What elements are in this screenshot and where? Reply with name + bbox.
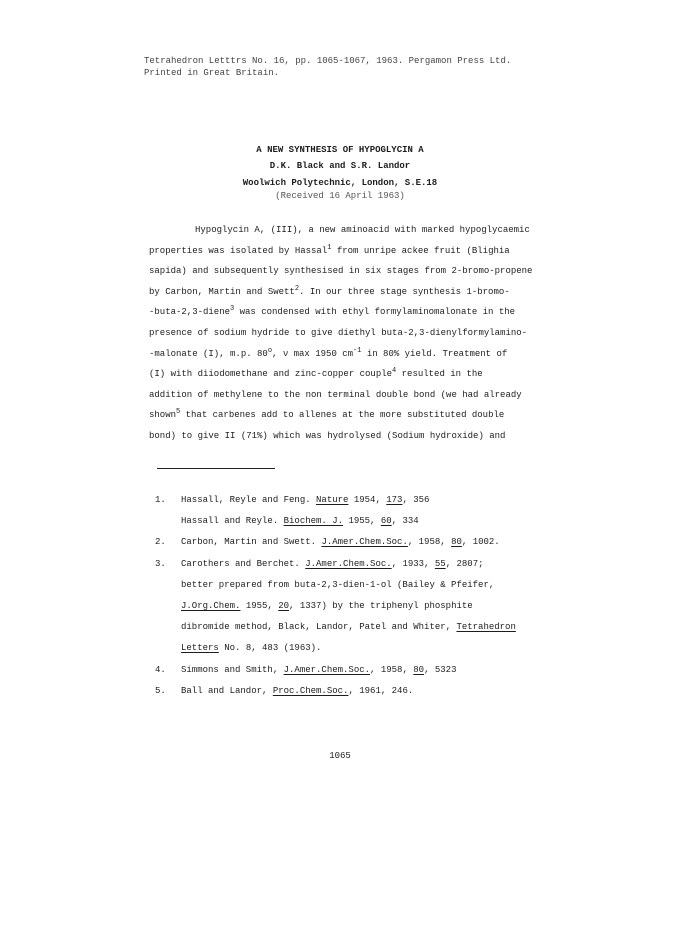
reference-volume: 20 [278, 600, 290, 611]
reference-number: 3. [155, 558, 166, 569]
reference-year: , 1961, 246. [348, 685, 414, 696]
reference-year: , 1958, [370, 664, 414, 675]
reference-number: 5. [155, 685, 166, 696]
reference-number: 1. [155, 495, 166, 505]
reference-text [181, 617, 516, 638]
reference-volume: 55 [434, 558, 446, 569]
reference-volume: 60 [380, 516, 392, 527]
body-text-span: -malonate (I), m.p. 80 [149, 348, 268, 359]
reference-pages: , 356 [402, 495, 430, 505]
body-line [149, 302, 549, 323]
body-text-span: . In our three stage synthesis 1-bromo- [299, 286, 510, 297]
reference-pages: , 1002. [461, 537, 500, 548]
body-text-span: shown [149, 410, 177, 421]
body-text-span: from unripe ackee fruit (Blighia [331, 245, 510, 256]
reference-journal: Tetrahedron [456, 622, 516, 633]
body-text-span: sapida) and subsequently synthesised in six stages from 2-bromo-propene [149, 266, 533, 277]
reference-journal: Biochem. J. [283, 516, 344, 527]
reference-volume: 80 [451, 537, 462, 548]
body-line [149, 261, 549, 282]
body-text-span: bond) to give II (71%) which was hydrolysed (Sodium hydroxide) and [149, 430, 506, 441]
journal-header [144, 56, 511, 80]
reference-authors: Carothers and Berchet. [181, 558, 306, 569]
reference-year: , 1933, [391, 558, 435, 569]
reference-authors: dibromide method, Black, Landor, Patel and Whiter, [181, 622, 457, 633]
body-line [149, 426, 549, 447]
reference-journal: J.Amer.Chem.Soc. [321, 537, 408, 548]
body-text-span: was condensed with ethyl formylaminomalonate in the [234, 307, 516, 318]
reference-journal: J.Amer.Chem.Soc. [305, 558, 392, 569]
body-text-span: presence of sodium hydride to give diethyl buta-2,3-dienylformylamino- [149, 327, 528, 338]
journal-citation-line: Tetrahedron Letttrs No. 16, pp. 1065-1067, 1963. Pergamon Press Ltd. [144, 56, 512, 66]
reference-pages: , 334 [391, 516, 419, 527]
reference-year: 1955, [240, 600, 279, 611]
reference-authors: Simmons and Smith, [181, 664, 284, 675]
article-affiliation: Woolwich Polytechnic, London, S.E.18 [242, 178, 438, 188]
reference-text [181, 638, 321, 659]
body-text-span: Hypoglycin A, (III), a new aminoacid with marked hypoglycaemic [195, 225, 530, 235]
reference-journal: Letters [181, 643, 219, 654]
reference-pages: , 5323 [424, 664, 457, 675]
reference-volume: 173 [386, 495, 403, 505]
reference-year: , 1958, [407, 537, 452, 548]
body-line [149, 364, 549, 385]
reference-text [181, 511, 419, 532]
reference-text [181, 660, 456, 681]
reference-text [181, 575, 494, 596]
reference-journal: Nature [316, 495, 349, 505]
reference-authors: Carbon, Martin and Swett. [181, 537, 322, 548]
reference-text [181, 596, 473, 617]
body-line [149, 344, 549, 365]
reference-text [181, 490, 429, 511]
body-text-span: -buta-2,3-diene [149, 307, 231, 318]
reference-year: No. 8, 483 (1963). [218, 643, 322, 654]
body-text-span: resulted in the [396, 369, 483, 380]
received-date: (Received 16 April 1963) [275, 191, 405, 201]
article-title: A NEW SYNTHESIS OF HYPOGLYCIN A [256, 145, 424, 155]
body-text-span: addition of methylene to the non terminal double bond (we had already [149, 389, 522, 400]
reference-pages: , 2807; [445, 558, 484, 569]
reference-year: 1955, [343, 516, 381, 527]
reference-number: 2. [155, 537, 166, 548]
reference-journal: Proc.Chem.Soc. [272, 685, 349, 696]
reference-authors: Hassall and Reyle. [181, 516, 284, 527]
reference-authors: Ball and Landor, [181, 685, 273, 696]
body-line [149, 282, 549, 303]
body-text [149, 220, 549, 447]
footnote-divider [157, 468, 275, 469]
reference-text [181, 681, 413, 702]
reference-superscript: 5 [176, 408, 181, 417]
reference-superscript: 1 [327, 243, 332, 252]
body-line [149, 405, 549, 426]
degree-superscript: o [267, 346, 273, 355]
article-authors: D.K. Black and S.R. Landor [269, 161, 411, 171]
reference-authors: better prepared from buta-2,3-dien-1-ol (Bailey & Pfeifer, [181, 579, 495, 590]
body-line [149, 241, 549, 262]
printed-in-line: Printed in Great Britain. [144, 68, 280, 78]
body-line [149, 323, 549, 344]
page-number: 1065 [329, 751, 351, 761]
reference-pages: , 1337) by the triphenyl phosphite [289, 600, 473, 611]
body-text-span: , ν max 1950 cm [272, 348, 354, 359]
reference-superscript: 3 [230, 305, 235, 314]
body-line [149, 220, 549, 241]
reference-year: 1954, [348, 495, 387, 505]
reference-superscript: 4 [392, 367, 397, 376]
body-text-span: by Carbon, Martin and Swett [149, 286, 295, 297]
reference-number: 4. [155, 664, 166, 675]
unit-superscript: -1 [353, 346, 362, 355]
body-line [149, 385, 549, 406]
reference-journal: J.Amer.Chem.Soc. [283, 664, 371, 675]
reference-journal: J.Org.Chem. [181, 600, 241, 611]
reference-text [181, 554, 484, 575]
reference-volume: 80 [413, 664, 425, 675]
body-text-span: in 80% yield. Treatment of [361, 348, 508, 359]
reference-superscript: 2 [294, 284, 300, 293]
body-text-span: properties was isolated by Hassal [149, 245, 328, 256]
body-text-span: that carbenes add to allenes at the more substituted double [180, 410, 505, 421]
reference-authors: Hassall, Reyle and Feng. [181, 495, 317, 505]
reference-text [181, 532, 500, 553]
body-text-span: (I) with diiodomethane and zinc-copper couple [149, 369, 393, 380]
